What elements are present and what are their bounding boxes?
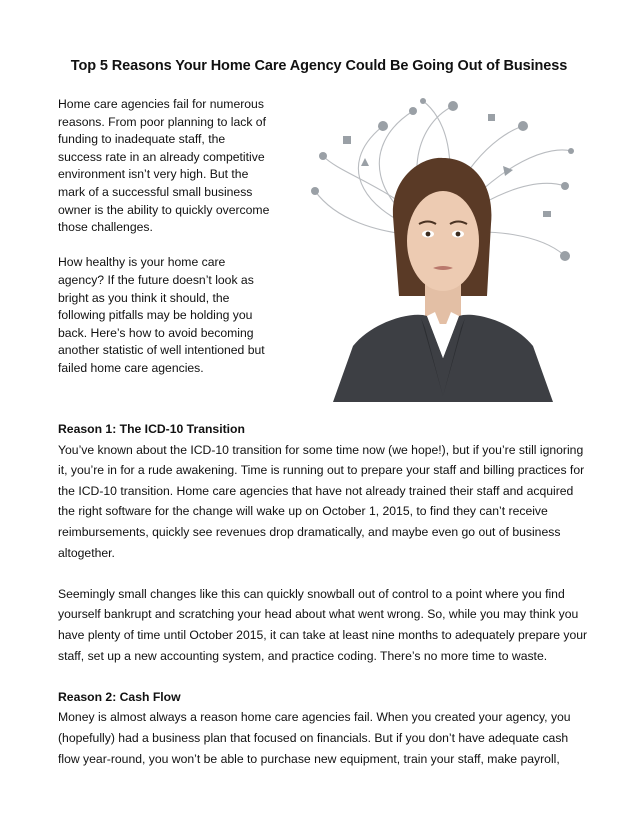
intro-paragraph-2: How healthy is your home care agency? If the future doesn’t look as bright as you think it should, the following pitfalls may be holding you back. Here’s how to avoid becoming another statistic of well intentioned but failed home care agencies.	[58, 255, 265, 375]
article-body	[58, 419, 588, 769]
reason-1-heading: Reason 1: The ICD-10 Transition	[58, 422, 245, 436]
intro-paragraph-1: Home care agencies fail for numerous reasons. From poor planning to lack of funding to inadequate staff, the success rate in an already competitive environment isn’t very high. But the mark of a successful small business owner is the ability to quickly overcome those challenges.	[58, 97, 270, 235]
reason-2-heading: Reason 2: Cash Flow	[58, 689, 181, 704]
reason-2-paragraph-1: Money is almost always a reason home care agencies fail. When you created your agency, you (hopefully) had a business plan that focused on financials. But if you don’t have adequate cash flow year-round, you won’t be able to purchase new equipment, train your staff, make payroll,	[58, 710, 571, 766]
intro-text	[58, 96, 270, 378]
stressed-woman-photo	[303, 96, 575, 402]
reason-1-paragraph-1: You’ve known about the ICD-10 transition for some time now (we hope!), but if you’re still ignoring it, you’re in for a rude awakening. Time is running out to prepare your staff and billing practices for the ICD-10 transition. Home care agencies that have not already trained their staff and acquired the right software for the change will wake up on October 1, 2015, to find they can’t receive reimbursements, quickly see revenues drop dramatically, and maybe even go out of business altogether.	[58, 442, 585, 560]
reason-1-paragraph-2: Seemingly small changes like this can quickly snowball out of control to a point where you find yourself bankrupt and scratching your head about what went wrong. So, while you may think you have plenty of time until October 2015, it can take at least nine months to adequately prepare your staff, set up a new accounting system, and practice coding. There’s no more time to waste.	[58, 586, 588, 663]
page-title: Top 5 Reasons Your Home Care Agency Could Be Going Out of Business	[70, 58, 568, 74]
